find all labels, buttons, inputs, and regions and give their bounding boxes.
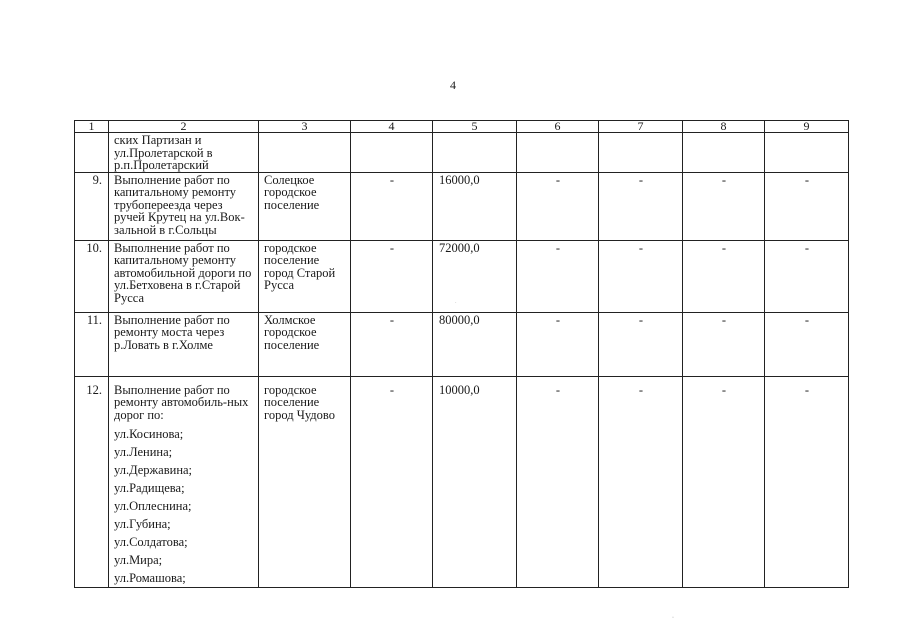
header-cell: 5 bbox=[433, 121, 517, 133]
col8-cell: - bbox=[683, 240, 765, 312]
col7-cell: - bbox=[599, 240, 683, 312]
header-cell: 6 bbox=[517, 121, 599, 133]
table-row bbox=[75, 172, 849, 240]
municipality-cell bbox=[259, 133, 351, 173]
municipality-cell: Солецкое городское поселение bbox=[259, 172, 351, 240]
col5-cell: 10000,0 bbox=[433, 376, 517, 588]
street-list bbox=[114, 421, 254, 587]
street-item: ул.Мира; bbox=[114, 553, 163, 567]
table-row-continuation bbox=[75, 133, 849, 173]
col5-cell bbox=[433, 133, 517, 173]
col6-cell: - bbox=[517, 240, 599, 312]
header-cell: 1 bbox=[75, 121, 109, 133]
col6-cell: - bbox=[517, 172, 599, 240]
col7-cell bbox=[599, 133, 683, 173]
col7-cell: - bbox=[599, 376, 683, 588]
header-cell: 9 bbox=[765, 121, 849, 133]
description-cell: Выполнение работ по ремонту моста через р.Ловать в г.Холме bbox=[109, 312, 259, 376]
header-cell: 4 bbox=[351, 121, 433, 133]
col9-cell: - bbox=[765, 240, 849, 312]
col5-cell: 16000,0 bbox=[433, 172, 517, 240]
table-row bbox=[75, 240, 849, 312]
col9-cell: - bbox=[765, 376, 849, 588]
row-number-cell bbox=[75, 133, 109, 173]
scan-speck: · bbox=[672, 615, 674, 621]
street-item: ул.Косинова; bbox=[114, 427, 184, 441]
col9-cell: - bbox=[765, 172, 849, 240]
header-cell: 2 bbox=[109, 121, 259, 133]
header-cell: 7 bbox=[599, 121, 683, 133]
col7-cell: - bbox=[599, 312, 683, 376]
street-item: ул.Державина; bbox=[114, 463, 193, 477]
municipality-cell: городское поселение город Старой Русса bbox=[259, 240, 351, 312]
row-number-cell: 12. bbox=[75, 376, 109, 588]
col6-cell: - bbox=[517, 376, 599, 588]
municipality-cell: Холмское городское поселение bbox=[259, 312, 351, 376]
table-row bbox=[75, 376, 849, 588]
col5-cell: 80000,0 bbox=[433, 312, 517, 376]
col4-cell: - bbox=[351, 172, 433, 240]
col8-cell: - bbox=[683, 312, 765, 376]
header-cell: 8 bbox=[683, 121, 765, 133]
description-cell: Выполнение работ по капитальному ремонту автомобильной дороги по ул.Бетховена в г.Старой Русса bbox=[109, 240, 259, 312]
col6-cell: - bbox=[517, 312, 599, 376]
row-number-cell: 10. bbox=[75, 240, 109, 312]
col5-cell: 72000,0 bbox=[433, 240, 517, 312]
col9-cell: - bbox=[765, 312, 849, 376]
header-cell: 3 bbox=[259, 121, 351, 133]
description-cell: ских Партизан и ул.Пролетарской в р.п.Пролетарский bbox=[109, 133, 259, 173]
street-item: ул.Оплеснина; bbox=[114, 499, 192, 513]
street-item: ул.Ленина; bbox=[114, 445, 173, 459]
street-item: ул.Радищева; bbox=[114, 481, 185, 495]
col6-cell bbox=[517, 133, 599, 173]
street-item: ул.Солдатова; bbox=[114, 535, 188, 549]
scan-speck: · bbox=[455, 301, 457, 306]
col7-cell: - bbox=[599, 172, 683, 240]
col8-cell: - bbox=[683, 376, 765, 588]
street-item: ул.Губина; bbox=[114, 517, 171, 531]
col9-cell bbox=[765, 133, 849, 173]
col4-cell: - bbox=[351, 240, 433, 312]
street-item: ул.Ромашова; bbox=[114, 571, 186, 585]
municipality-cell: городское поселение город Чудово bbox=[259, 376, 351, 588]
col4-cell: - bbox=[351, 376, 433, 588]
table-row bbox=[75, 312, 849, 376]
row-number-cell: 11. bbox=[75, 312, 109, 376]
description-cell bbox=[109, 376, 259, 588]
description-cell: Выполнение работ по капитальному ремонту трубопереезда через ручей Крутец на ул.Вок-зальной в г.Сольцы bbox=[109, 172, 259, 240]
col8-cell: - bbox=[683, 172, 765, 240]
row-number-cell: 9. bbox=[75, 172, 109, 240]
description-text: Выполнение работ по ремонту автомобиль-ных дорог по: bbox=[114, 382, 249, 422]
budget-table bbox=[74, 120, 849, 588]
table-header-row bbox=[75, 121, 849, 133]
col4-cell bbox=[351, 133, 433, 173]
col8-cell bbox=[683, 133, 765, 173]
page-number: 4 bbox=[450, 78, 456, 92]
col4-cell: - bbox=[351, 312, 433, 376]
